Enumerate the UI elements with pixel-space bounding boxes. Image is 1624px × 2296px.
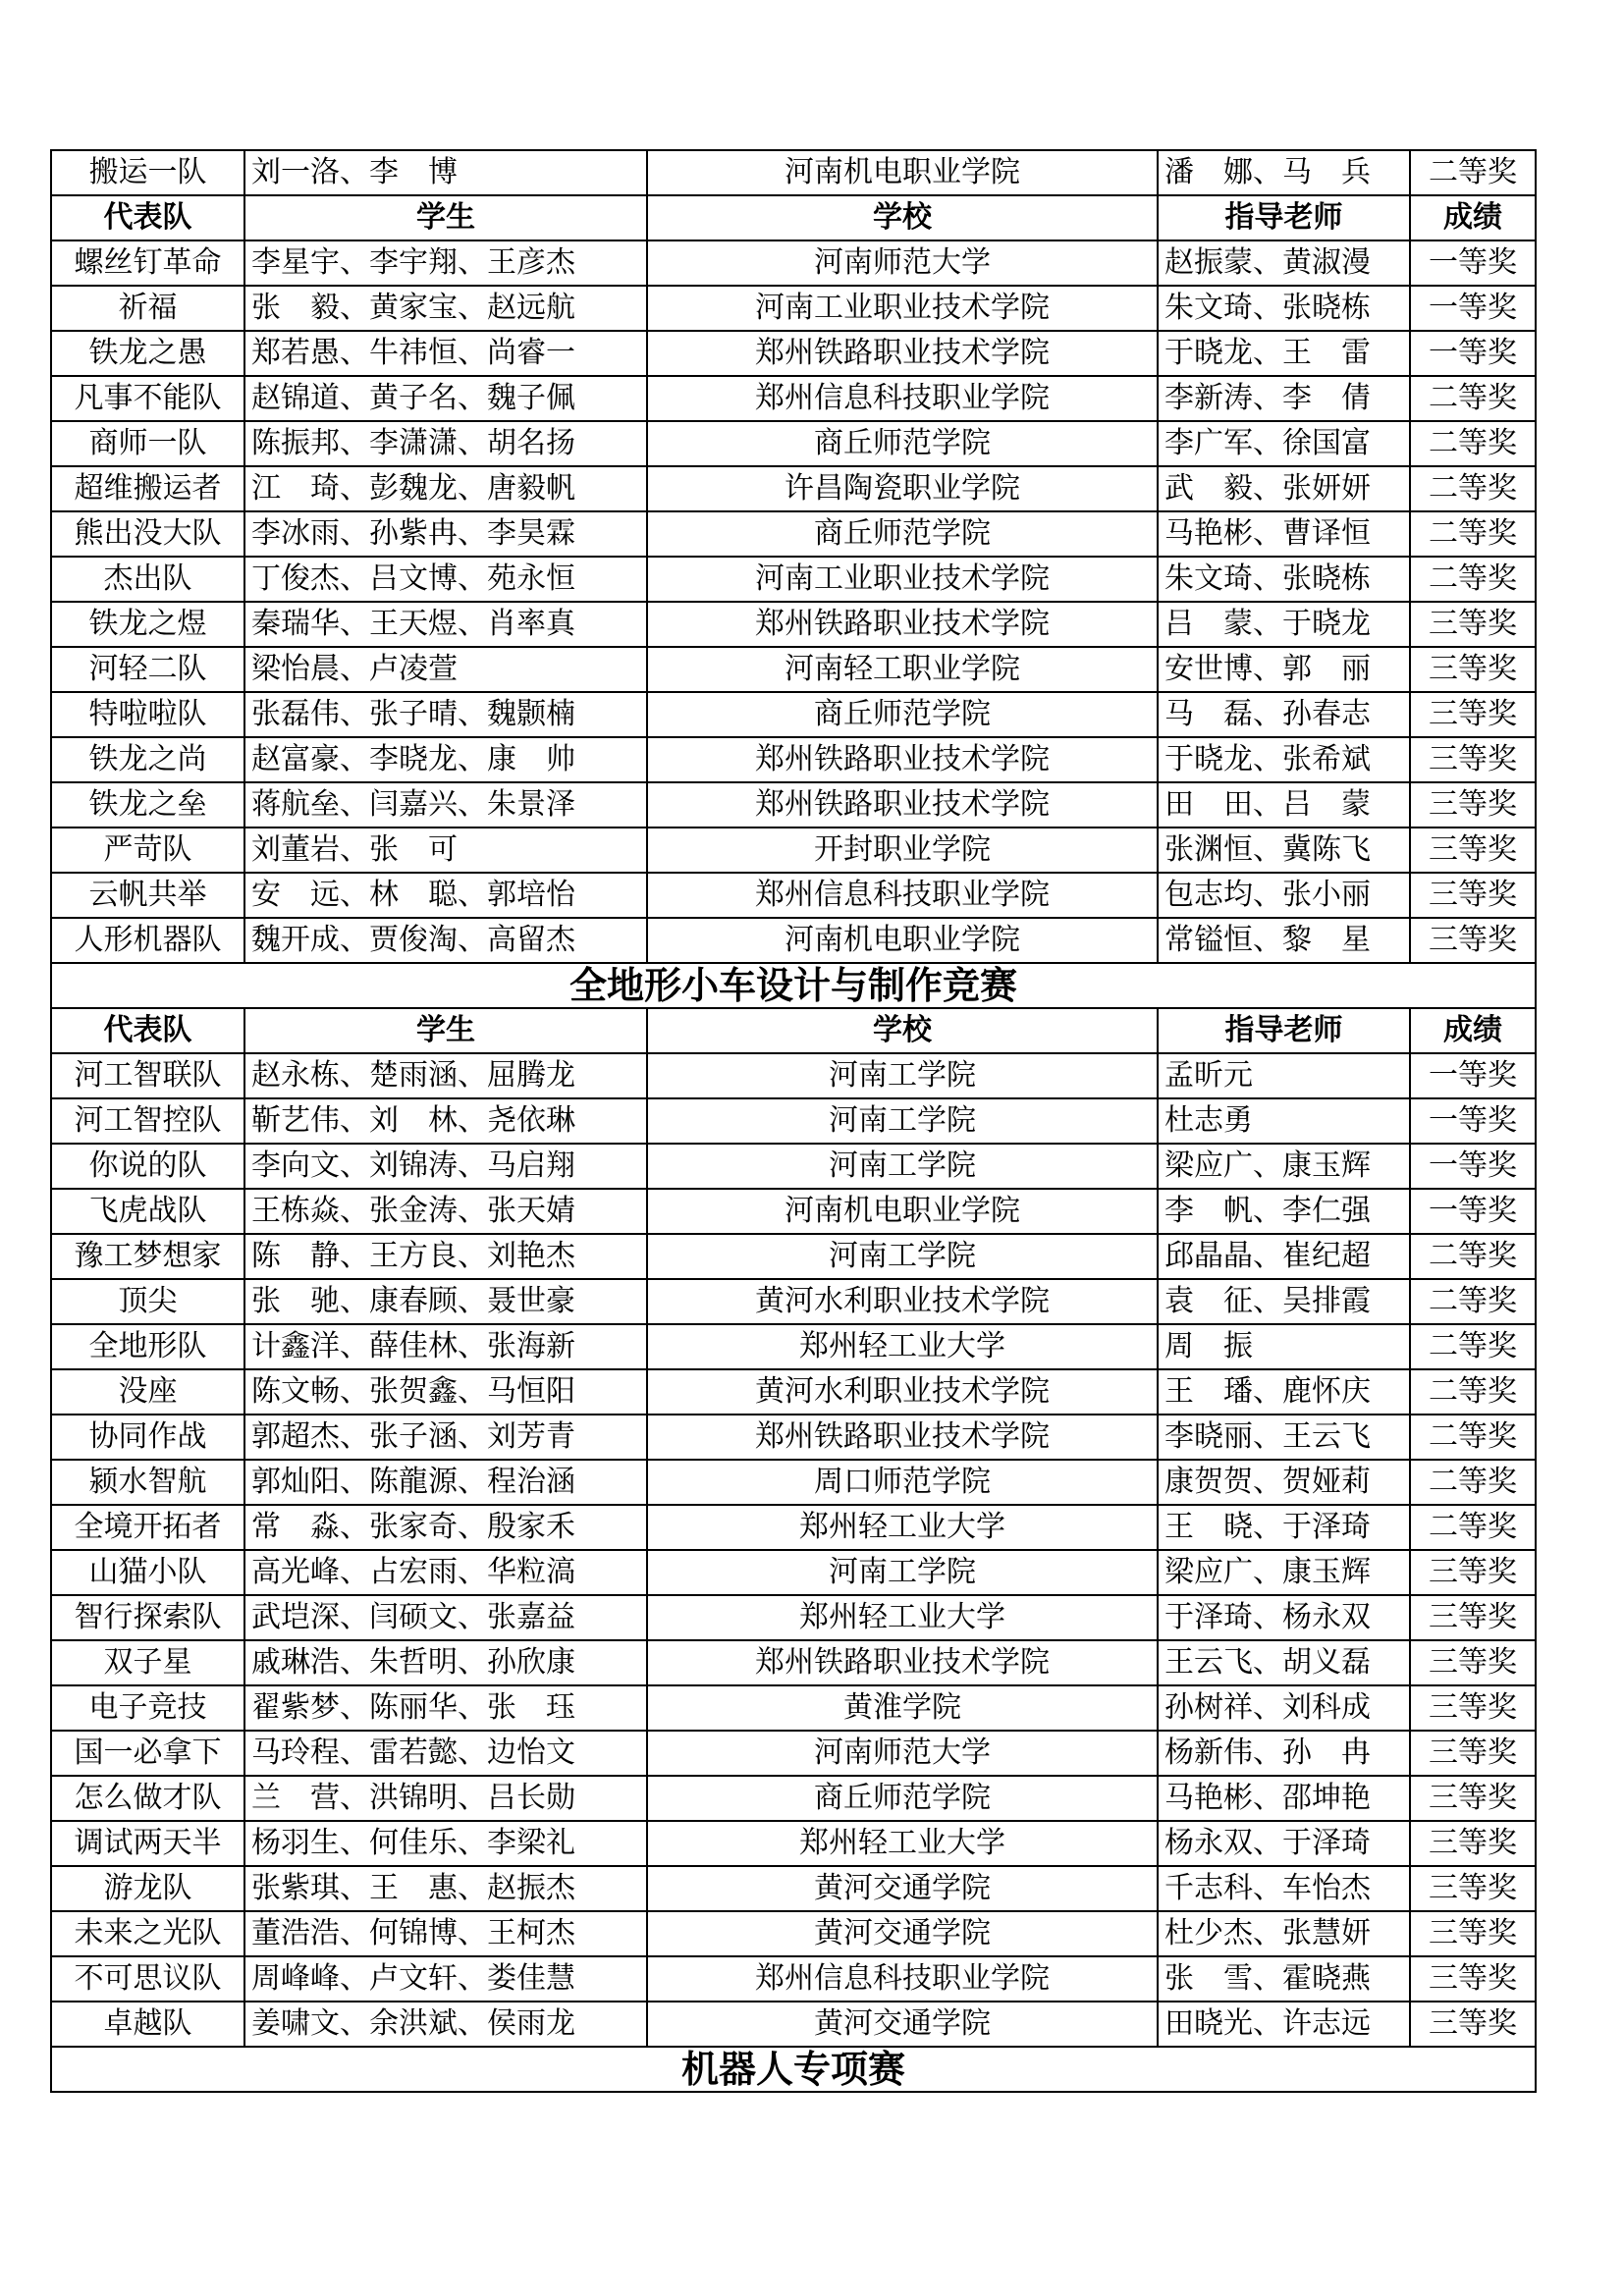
cell-students: 赵富豪、李晓龙、康 帅 bbox=[244, 737, 647, 782]
table-row bbox=[51, 331, 1536, 376]
header-row bbox=[51, 1008, 1536, 1053]
cell-school: 郑州轻工业大学 bbox=[647, 1821, 1158, 1866]
cell-students: 兰 营、洪锦明、吕长勋 bbox=[244, 1776, 647, 1821]
cell-students: 张 驰、康春顾、聂世豪 bbox=[244, 1279, 647, 1324]
cell-school: 商丘师范学院 bbox=[647, 692, 1158, 737]
cell-team: 熊出没大队 bbox=[51, 511, 244, 557]
cell-award: 二等奖 bbox=[1410, 511, 1536, 557]
table-row bbox=[51, 1505, 1536, 1550]
section-title-all-terrain: 全地形小车设计与制作竞赛 bbox=[51, 963, 1536, 1008]
cell-team: 卓越队 bbox=[51, 2002, 244, 2047]
cell-school: 河南工业职业技术学院 bbox=[647, 286, 1158, 331]
cell-team: 双子星 bbox=[51, 1640, 244, 1685]
cell-award: 二等奖 bbox=[1410, 557, 1536, 602]
cell-award: 二等奖 bbox=[1410, 1279, 1536, 1324]
cell-students: 张 毅、黄家宝、赵远航 bbox=[244, 286, 647, 331]
cell-students: 郭灿阳、陈龍源、程治涵 bbox=[244, 1460, 647, 1505]
table-row bbox=[51, 1234, 1536, 1279]
cell-teacher: 王 璠、鹿怀庆 bbox=[1158, 1369, 1410, 1415]
cell-teacher: 孙树祥、刘科成 bbox=[1158, 1685, 1410, 1731]
cell-award: 三等奖 bbox=[1410, 873, 1536, 918]
cell-students: 董浩浩、何锦博、王柯杰 bbox=[244, 1911, 647, 1956]
cell-award: 三等奖 bbox=[1410, 2002, 1536, 2047]
cell-teacher: 吕 蒙、于晓龙 bbox=[1158, 602, 1410, 647]
cell-teacher: 马艳彬、邵坤艳 bbox=[1158, 1776, 1410, 1821]
cell-teacher: 张 雪、霍晓燕 bbox=[1158, 1956, 1410, 2002]
table-row bbox=[51, 1776, 1536, 1821]
cell-students: 赵锦道、黄子名、魏子佩 bbox=[244, 376, 647, 421]
cell-school: 黄河交通学院 bbox=[647, 1866, 1158, 1911]
table-row bbox=[51, 1369, 1536, 1415]
cell-students: 周峰峰、卢文轩、娄佳慧 bbox=[244, 1956, 647, 2002]
cell-teacher: 王 晓、于泽琦 bbox=[1158, 1505, 1410, 1550]
cell-team: 铁龙之煜 bbox=[51, 602, 244, 647]
cell-team: 人形机器队 bbox=[51, 918, 244, 963]
cell-team: 不可思议队 bbox=[51, 1956, 244, 2002]
cell-school: 河南工业职业技术学院 bbox=[647, 557, 1158, 602]
cell-students: 张紫琪、王 惠、赵振杰 bbox=[244, 1866, 647, 1911]
header-students: 学生 bbox=[244, 195, 647, 240]
cell-students: 常 淼、张家奇、殷家禾 bbox=[244, 1505, 647, 1550]
cell-students: 王栋焱、张金涛、张天婧 bbox=[244, 1189, 647, 1234]
cell-team: 铁龙之愚 bbox=[51, 331, 244, 376]
cell-award: 三等奖 bbox=[1410, 918, 1536, 963]
cell-students: 武垲深、闫硕文、张嘉益 bbox=[244, 1595, 647, 1640]
cell-students: 马玲程、雷若懿、边怡文 bbox=[244, 1731, 647, 1776]
cell-team: 智行探索队 bbox=[51, 1595, 244, 1640]
cell-team: 特啦啦队 bbox=[51, 692, 244, 737]
table-row bbox=[51, 1460, 1536, 1505]
cell-team: 电子竞技 bbox=[51, 1685, 244, 1731]
cell-school: 郑州轻工业大学 bbox=[647, 1595, 1158, 1640]
cell-teacher: 武 毅、张妍妍 bbox=[1158, 466, 1410, 511]
cell-teacher: 田 田、吕 蒙 bbox=[1158, 782, 1410, 828]
cell-team: 调试两天半 bbox=[51, 1821, 244, 1866]
cell-award: 三等奖 bbox=[1410, 1956, 1536, 2002]
cell-students: 计鑫洋、薛佳林、张海新 bbox=[244, 1324, 647, 1369]
cell-award: 三等奖 bbox=[1410, 1821, 1536, 1866]
cell-school: 郑州轻工业大学 bbox=[647, 1324, 1158, 1369]
cell-award: 三等奖 bbox=[1410, 828, 1536, 873]
cell-team: 全地形队 bbox=[51, 1324, 244, 1369]
table-row bbox=[51, 1821, 1536, 1866]
cell-students: 陈振邦、李潇潇、胡名扬 bbox=[244, 421, 647, 466]
cell-teacher: 千志科、车怡杰 bbox=[1158, 1866, 1410, 1911]
table-row bbox=[51, 1144, 1536, 1189]
table-row bbox=[51, 828, 1536, 873]
cell-school: 郑州轻工业大学 bbox=[647, 1505, 1158, 1550]
cell-school: 商丘师范学院 bbox=[647, 511, 1158, 557]
cell-teacher: 于晓龙、张希斌 bbox=[1158, 737, 1410, 782]
cell-students: 丁俊杰、吕文博、苑永恒 bbox=[244, 557, 647, 602]
cell-teacher: 杜志勇 bbox=[1158, 1098, 1410, 1144]
cell-teacher: 杨永双、于泽琦 bbox=[1158, 1821, 1410, 1866]
cell-school: 郑州铁路职业技术学院 bbox=[647, 331, 1158, 376]
cell-school: 郑州铁路职业技术学院 bbox=[647, 1415, 1158, 1460]
cell-award: 二等奖 bbox=[1410, 1415, 1536, 1460]
cell-award: 二等奖 bbox=[1410, 376, 1536, 421]
table-row bbox=[51, 602, 1536, 647]
table-row bbox=[51, 240, 1536, 286]
cell-teacher: 李 帆、李仁强 bbox=[1158, 1189, 1410, 1234]
cell-award: 一等奖 bbox=[1410, 1098, 1536, 1144]
cell-students: 李冰雨、孙紫冉、李昊霖 bbox=[244, 511, 647, 557]
table-row bbox=[51, 692, 1536, 737]
cell-award: 三等奖 bbox=[1410, 1731, 1536, 1776]
cell-team: 铁龙之尚 bbox=[51, 737, 244, 782]
cell-award: 三等奖 bbox=[1410, 1595, 1536, 1640]
header-row bbox=[51, 195, 1536, 240]
table-row bbox=[51, 1053, 1536, 1098]
table-row bbox=[51, 1685, 1536, 1731]
cell-team: 顶尖 bbox=[51, 1279, 244, 1324]
cell-teacher: 梁应广、康玉辉 bbox=[1158, 1550, 1410, 1595]
table-row bbox=[51, 1640, 1536, 1685]
cell-award: 一等奖 bbox=[1410, 286, 1536, 331]
table-row bbox=[51, 647, 1536, 692]
cell-award: 三等奖 bbox=[1410, 647, 1536, 692]
cell-school: 郑州信息科技职业学院 bbox=[647, 873, 1158, 918]
cell-award: 一等奖 bbox=[1410, 331, 1536, 376]
cell-award: 三等奖 bbox=[1410, 1685, 1536, 1731]
cell-students: 高光峰、占宏雨、华粒滈 bbox=[244, 1550, 647, 1595]
cell-award: 二等奖 bbox=[1410, 1369, 1536, 1415]
cell-school: 河南机电职业学院 bbox=[647, 918, 1158, 963]
table-row bbox=[51, 376, 1536, 421]
section-title-all-terrain-row bbox=[51, 963, 1536, 1008]
table-row bbox=[51, 1189, 1536, 1234]
cell-teacher: 杜少杰、张慧妍 bbox=[1158, 1911, 1410, 1956]
cell-team: 超维搬运者 bbox=[51, 466, 244, 511]
cell-school: 黄河水利职业技术学院 bbox=[647, 1369, 1158, 1415]
cell-school: 商丘师范学院 bbox=[647, 1776, 1158, 1821]
cell-award: 二等奖 bbox=[1410, 1460, 1536, 1505]
cell-teacher: 马艳彬、曹译恒 bbox=[1158, 511, 1410, 557]
table-row bbox=[51, 1956, 1536, 2002]
cell-school: 河南机电职业学院 bbox=[647, 150, 1158, 195]
cell-school: 河南轻工职业学院 bbox=[647, 647, 1158, 692]
cell-students: 刘一洛、李 博 bbox=[244, 150, 647, 195]
cell-teacher: 马 磊、孙春志 bbox=[1158, 692, 1410, 737]
section-title-robot: 机器人专项赛 bbox=[51, 2047, 1536, 2092]
cell-students: 魏开成、贾俊淘、高留杰 bbox=[244, 918, 647, 963]
cell-students: 翟紫梦、陈丽华、张 珏 bbox=[244, 1685, 647, 1731]
cell-school: 开封职业学院 bbox=[647, 828, 1158, 873]
cell-award: 三等奖 bbox=[1410, 782, 1536, 828]
table-row bbox=[51, 737, 1536, 782]
cell-team: 颍水智航 bbox=[51, 1460, 244, 1505]
cell-teacher: 袁 征、吴排霞 bbox=[1158, 1279, 1410, 1324]
cell-teacher: 梁应广、康玉辉 bbox=[1158, 1144, 1410, 1189]
header-team: 代表队 bbox=[51, 1008, 244, 1053]
cell-students: 赵永栋、楚雨涵、屈腾龙 bbox=[244, 1053, 647, 1098]
cell-team: 云帆共举 bbox=[51, 873, 244, 918]
cell-students: 张磊伟、张子晴、魏颢楠 bbox=[244, 692, 647, 737]
table-row bbox=[51, 421, 1536, 466]
cell-school: 黄河水利职业技术学院 bbox=[647, 1279, 1158, 1324]
cell-students: 秦瑞华、王天煜、肖率真 bbox=[244, 602, 647, 647]
table-row bbox=[51, 782, 1536, 828]
cell-teacher: 田晓光、许志远 bbox=[1158, 2002, 1410, 2047]
cell-students: 陈 静、王方良、刘艳杰 bbox=[244, 1234, 647, 1279]
cell-school: 河南工学院 bbox=[647, 1144, 1158, 1189]
cell-teacher: 潘 娜、马 兵 bbox=[1158, 150, 1410, 195]
cell-students: 郭超杰、张子涵、刘芳青 bbox=[244, 1415, 647, 1460]
table-row bbox=[51, 150, 1536, 195]
cell-award: 二等奖 bbox=[1410, 421, 1536, 466]
cell-school: 黄河交通学院 bbox=[647, 1911, 1158, 1956]
table-row bbox=[51, 1550, 1536, 1595]
cell-school: 郑州信息科技职业学院 bbox=[647, 1956, 1158, 2002]
cell-school: 河南工学院 bbox=[647, 1053, 1158, 1098]
cell-teacher: 朱文琦、张晓栋 bbox=[1158, 557, 1410, 602]
table-row bbox=[51, 1731, 1536, 1776]
header-school: 学校 bbox=[647, 1008, 1158, 1053]
cell-award: 一等奖 bbox=[1410, 1144, 1536, 1189]
cell-students: 李向文、刘锦涛、马启翔 bbox=[244, 1144, 647, 1189]
cell-teacher: 周 振 bbox=[1158, 1324, 1410, 1369]
cell-students: 李星宇、李宇翔、王彦杰 bbox=[244, 240, 647, 286]
header-award: 成绩 bbox=[1410, 195, 1536, 240]
table-row bbox=[51, 1324, 1536, 1369]
table-row bbox=[51, 1279, 1536, 1324]
table-row bbox=[51, 511, 1536, 557]
table-row bbox=[51, 466, 1536, 511]
cell-teacher: 安世博、郭 丽 bbox=[1158, 647, 1410, 692]
header-award: 成绩 bbox=[1410, 1008, 1536, 1053]
cell-teacher: 包志均、张小丽 bbox=[1158, 873, 1410, 918]
cell-school: 郑州信息科技职业学院 bbox=[647, 376, 1158, 421]
cell-award: 三等奖 bbox=[1410, 1911, 1536, 1956]
header-students: 学生 bbox=[244, 1008, 647, 1053]
cell-school: 河南师范大学 bbox=[647, 240, 1158, 286]
table-row bbox=[51, 557, 1536, 602]
table-row bbox=[51, 1595, 1536, 1640]
cell-award: 一等奖 bbox=[1410, 240, 1536, 286]
cell-award: 三等奖 bbox=[1410, 1640, 1536, 1685]
cell-award: 二等奖 bbox=[1410, 466, 1536, 511]
cell-school: 河南机电职业学院 bbox=[647, 1189, 1158, 1234]
cell-award: 三等奖 bbox=[1410, 737, 1536, 782]
cell-students: 梁怡晨、卢凌萱 bbox=[244, 647, 647, 692]
cell-students: 蒋航垒、闫嘉兴、朱景泽 bbox=[244, 782, 647, 828]
cell-team: 凡事不能队 bbox=[51, 376, 244, 421]
cell-team: 严苛队 bbox=[51, 828, 244, 873]
cell-teacher: 于泽琦、杨永双 bbox=[1158, 1595, 1410, 1640]
cell-students: 刘董岩、张 可 bbox=[244, 828, 647, 873]
cell-school: 郑州铁路职业技术学院 bbox=[647, 737, 1158, 782]
table-row bbox=[51, 1415, 1536, 1460]
cell-teacher: 邱晶晶、崔纪超 bbox=[1158, 1234, 1410, 1279]
table-row bbox=[51, 1911, 1536, 1956]
cell-teacher: 杨新伟、孙 冉 bbox=[1158, 1731, 1410, 1776]
cell-team: 河工智控队 bbox=[51, 1098, 244, 1144]
cell-teacher: 常镒恒、黎 星 bbox=[1158, 918, 1410, 963]
cell-team: 河工智联队 bbox=[51, 1053, 244, 1098]
cell-team: 河轻二队 bbox=[51, 647, 244, 692]
cell-teacher: 张渊恒、冀陈飞 bbox=[1158, 828, 1410, 873]
cell-award: 三等奖 bbox=[1410, 602, 1536, 647]
cell-students: 安 远、林 聪、郭培怡 bbox=[244, 873, 647, 918]
table-row bbox=[51, 286, 1536, 331]
cell-students: 戚琳浩、朱哲明、孙欣康 bbox=[244, 1640, 647, 1685]
cell-teacher: 赵振蒙、黄淑漫 bbox=[1158, 240, 1410, 286]
header-teacher: 指导老师 bbox=[1158, 1008, 1410, 1053]
cell-team: 你说的队 bbox=[51, 1144, 244, 1189]
cell-team: 商师一队 bbox=[51, 421, 244, 466]
cell-school: 河南工学院 bbox=[647, 1234, 1158, 1279]
cell-teacher: 康贺贺、贺娅莉 bbox=[1158, 1460, 1410, 1505]
cell-team: 杰出队 bbox=[51, 557, 244, 602]
cell-team: 国一必拿下 bbox=[51, 1731, 244, 1776]
cell-school: 许昌陶瓷职业学院 bbox=[647, 466, 1158, 511]
cell-team: 协同作战 bbox=[51, 1415, 244, 1460]
cell-award: 三等奖 bbox=[1410, 1866, 1536, 1911]
cell-teacher: 朱文琦、张晓栋 bbox=[1158, 286, 1410, 331]
cell-team: 螺丝钉革命 bbox=[51, 240, 244, 286]
cell-teacher: 孟昕元 bbox=[1158, 1053, 1410, 1098]
cell-students: 郑若愚、牛祎恒、尚睿一 bbox=[244, 331, 647, 376]
cell-award: 三等奖 bbox=[1410, 692, 1536, 737]
cell-team: 铁龙之垒 bbox=[51, 782, 244, 828]
cell-teacher: 李广军、徐国富 bbox=[1158, 421, 1410, 466]
cell-students: 陈文畅、张贺鑫、马恒阳 bbox=[244, 1369, 647, 1415]
cell-team: 山猫小队 bbox=[51, 1550, 244, 1595]
table-row bbox=[51, 2002, 1536, 2047]
cell-students: 杨羽生、何佳乐、李梁礼 bbox=[244, 1821, 647, 1866]
cell-students: 姜啸文、余洪斌、侯雨龙 bbox=[244, 2002, 647, 2047]
cell-students: 靳艺伟、刘 林、尧依琳 bbox=[244, 1098, 647, 1144]
cell-teacher: 于晓龙、王 雷 bbox=[1158, 331, 1410, 376]
cell-students: 江 琦、彭魏龙、唐毅帆 bbox=[244, 466, 647, 511]
results-table-body bbox=[51, 150, 1536, 2092]
cell-award: 三等奖 bbox=[1410, 1550, 1536, 1595]
cell-team: 祈福 bbox=[51, 286, 244, 331]
cell-school: 郑州铁路职业技术学院 bbox=[647, 602, 1158, 647]
cell-award: 三等奖 bbox=[1410, 1776, 1536, 1821]
cell-school: 郑州铁路职业技术学院 bbox=[647, 1640, 1158, 1685]
cell-school: 河南工学院 bbox=[647, 1550, 1158, 1595]
cell-award: 二等奖 bbox=[1410, 1324, 1536, 1369]
table-row bbox=[51, 1866, 1536, 1911]
cell-team: 游龙队 bbox=[51, 1866, 244, 1911]
cell-school: 郑州铁路职业技术学院 bbox=[647, 782, 1158, 828]
cell-award: 二等奖 bbox=[1410, 1505, 1536, 1550]
cell-award: 一等奖 bbox=[1410, 1053, 1536, 1098]
cell-teacher: 李新涛、李 倩 bbox=[1158, 376, 1410, 421]
cell-school: 黄河交通学院 bbox=[647, 2002, 1158, 2047]
table-row bbox=[51, 1098, 1536, 1144]
cell-school: 周口师范学院 bbox=[647, 1460, 1158, 1505]
results-table bbox=[50, 149, 1537, 2093]
cell-team: 全境开拓者 bbox=[51, 1505, 244, 1550]
cell-team: 飞虎战队 bbox=[51, 1189, 244, 1234]
header-school: 学校 bbox=[647, 195, 1158, 240]
cell-teacher: 王云飞、胡义磊 bbox=[1158, 1640, 1410, 1685]
cell-team: 没座 bbox=[51, 1369, 244, 1415]
cell-school: 商丘师范学院 bbox=[647, 421, 1158, 466]
cell-school: 河南师范大学 bbox=[647, 1731, 1158, 1776]
table-row bbox=[51, 918, 1536, 963]
cell-team: 未来之光队 bbox=[51, 1911, 244, 1956]
table-row bbox=[51, 873, 1536, 918]
cell-teacher: 李晓丽、王云飞 bbox=[1158, 1415, 1410, 1460]
header-teacher: 指导老师 bbox=[1158, 195, 1410, 240]
cell-school: 黄淮学院 bbox=[647, 1685, 1158, 1731]
header-team: 代表队 bbox=[51, 195, 244, 240]
cell-school: 河南工学院 bbox=[647, 1098, 1158, 1144]
cell-award: 一等奖 bbox=[1410, 1189, 1536, 1234]
cell-team: 怎么做才队 bbox=[51, 1776, 244, 1821]
cell-team: 搬运一队 bbox=[51, 150, 244, 195]
cell-award: 二等奖 bbox=[1410, 1234, 1536, 1279]
cell-award: 二等奖 bbox=[1410, 150, 1536, 195]
cell-team: 豫工梦想家 bbox=[51, 1234, 244, 1279]
section-title-robot-row bbox=[51, 2047, 1536, 2092]
